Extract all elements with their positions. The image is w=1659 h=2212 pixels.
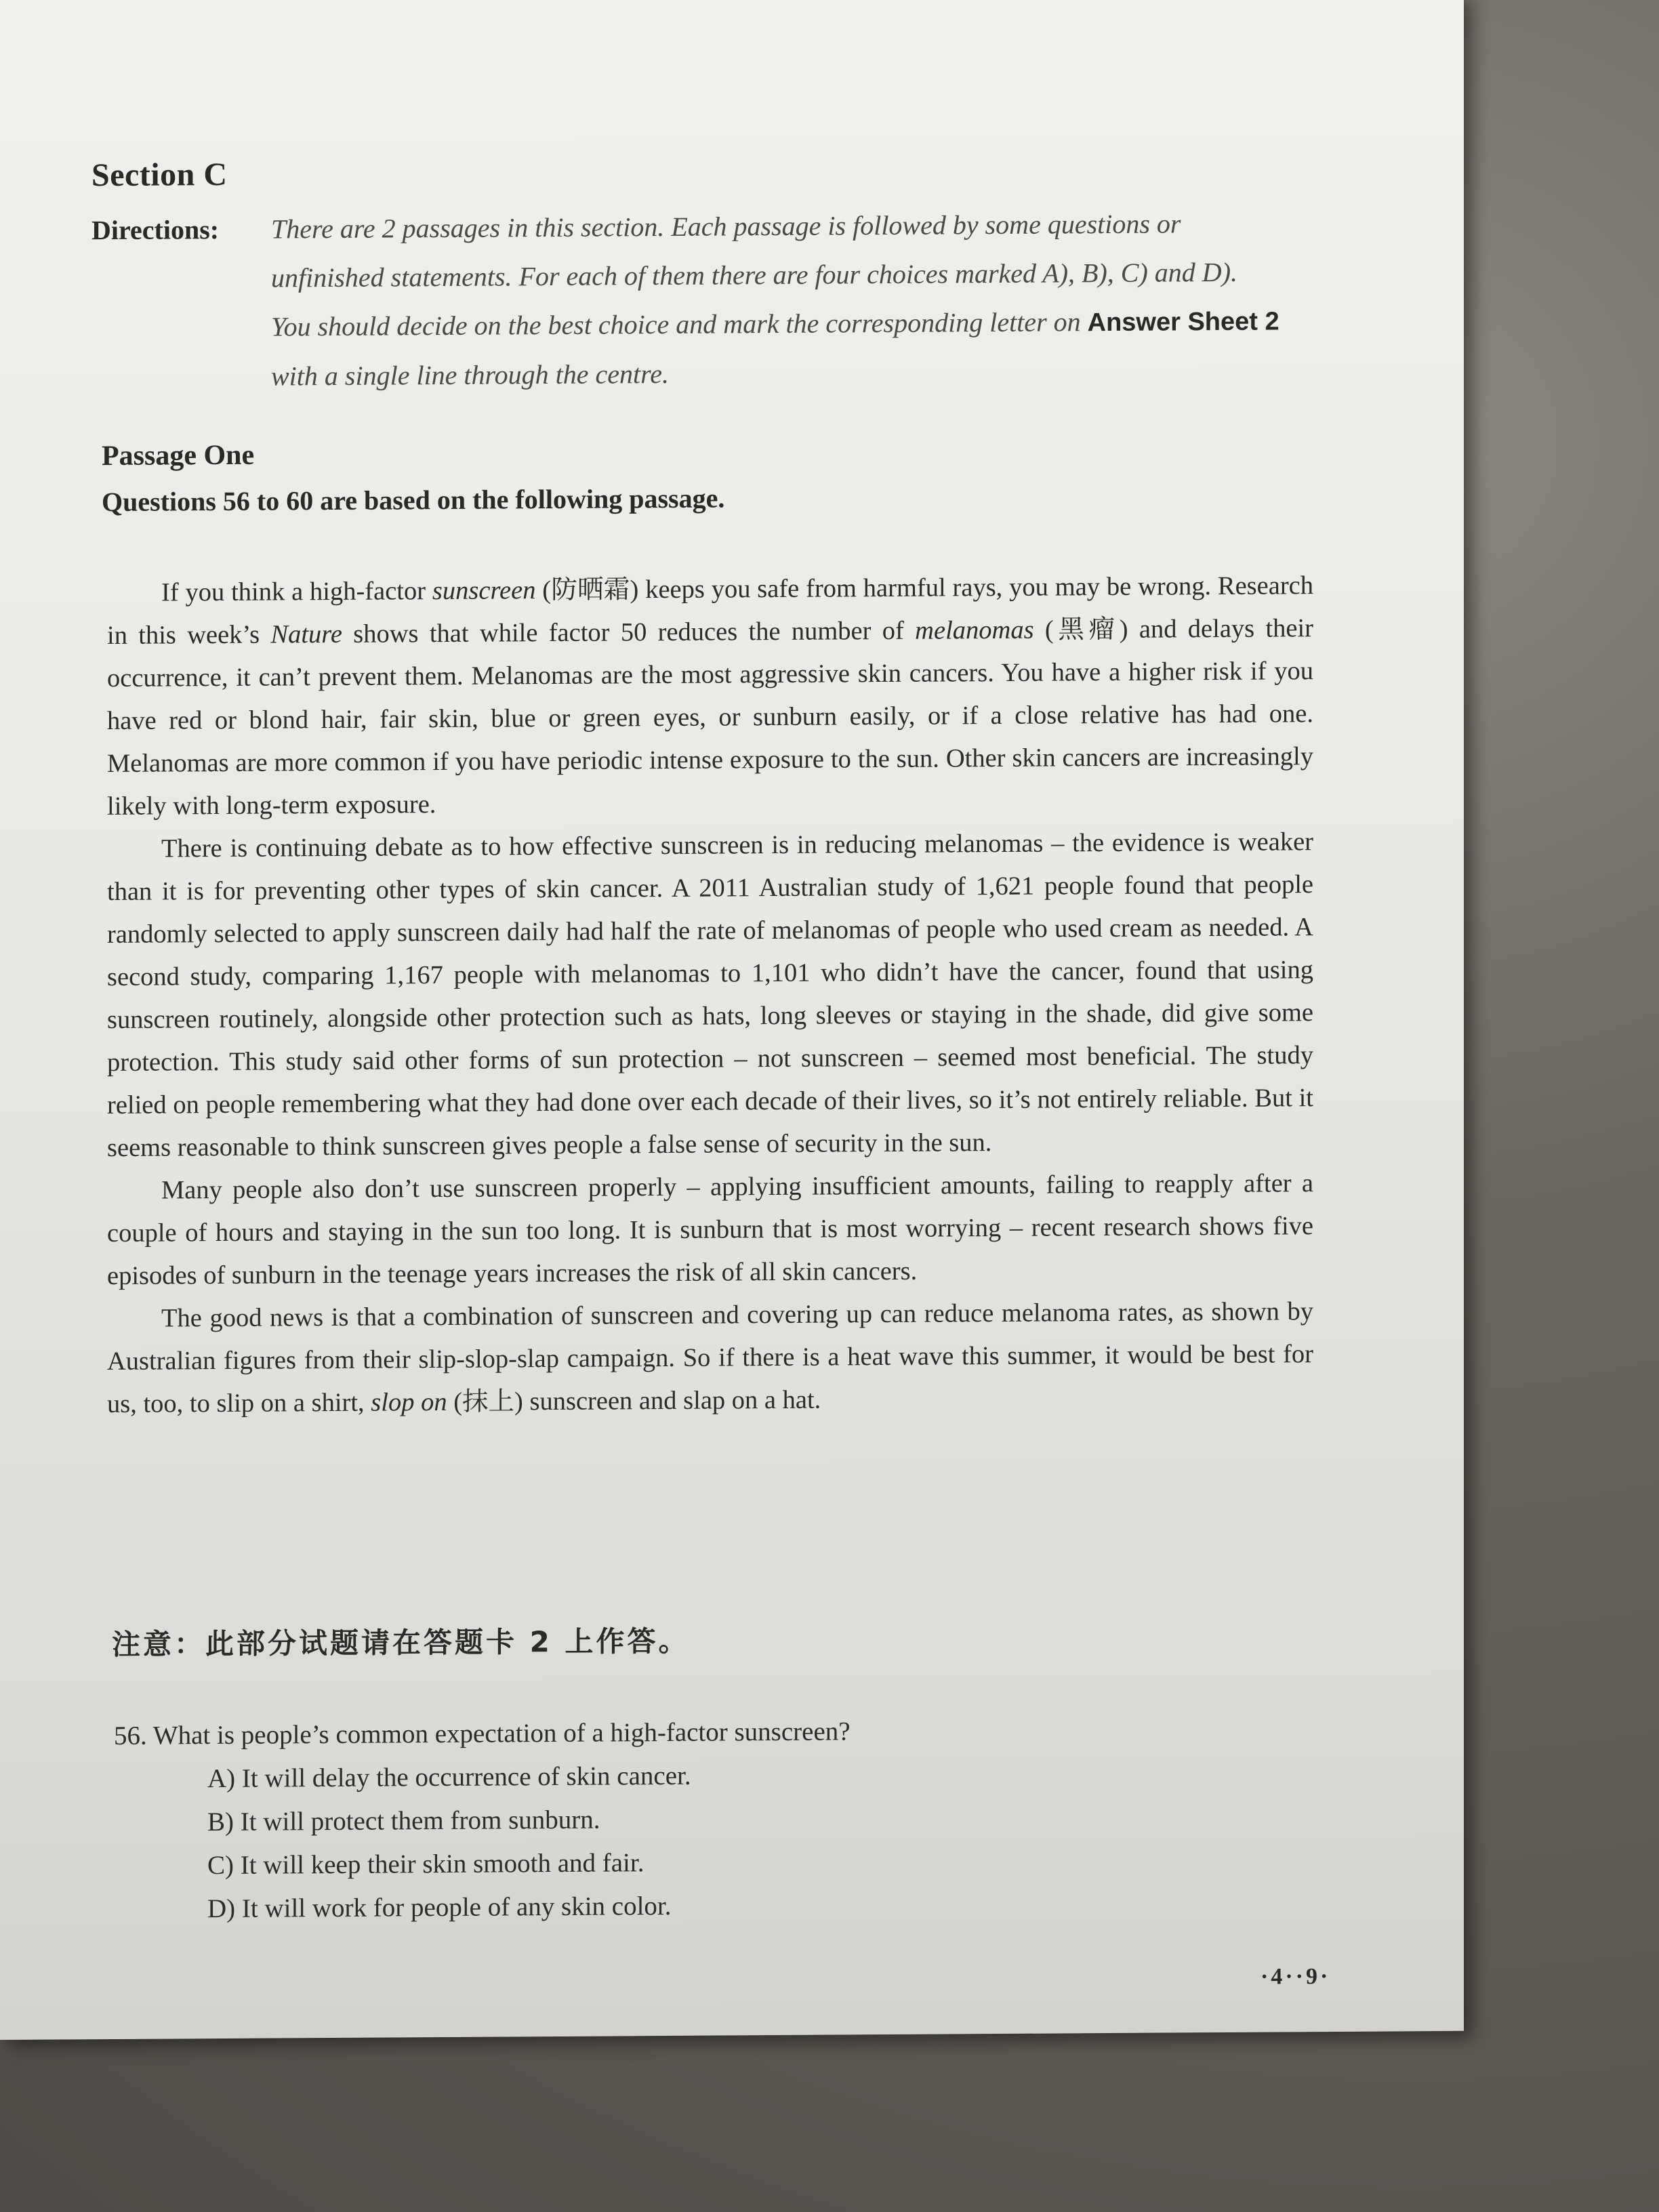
p1-text-a: If you think a high-factor [161,577,432,607]
passage-paragraph-3: Many people also don’t use sunscreen properly – applying insufficient amounts, failing to reapply after a couple of hours and staying in the sun too long. It is sunburn that is most worrying – recent research shows five episodes of sunburn in the teenage years increases the risk of all skin cancers. [107,1169,1313,1291]
section-title: Section C [91,156,228,194]
page-number: ·4··9· [1261,1964,1331,1990]
p4-text-b: (抹上) sunscreen and slap on a hat. [447,1385,821,1416]
questions-intro: Questions 56 to 60 are based on the following passage. [102,483,725,518]
directions [91,199,1298,392]
p1-text-b: (防晒霜) keeps you safe from harmful rays, you may be wrong. Research in this week’s [107,571,1314,651]
question-56-option-c: C) It will keep their skin smooth and fair. [207,1848,644,1881]
p4-term-slop-on: slop on [371,1387,447,1417]
directions-text [271,199,1281,401]
directions-text-part-1: There are 2 passages in this section. Each passage is followed by some questions or unfinished statements. For each of them there are four choices marked A), B), C) and D). You should decide on the best choice and mark the corresponding letter on [271,208,1238,342]
question-56-option-a: A) It will delay the occurrence of skin cancer. [207,1761,691,1794]
p1-term-nature: Nature [270,619,342,649]
p1-term-sunscreen: sunscreen [432,576,536,606]
directions-label: Directions: [91,214,220,246]
question-56-stem: 56. What is people’s common expectation of a high-factor sunscreen? [114,1717,851,1750]
passage-paragraph-1 [107,565,1313,828]
p1-term-melanomas: melanomas [915,615,1034,645]
answer-sheet-label: Answer Sheet 2 [1087,307,1279,337]
passage-body [107,565,1313,1426]
directions-text-part-2: with a single line through the centre. [271,358,669,392]
passage-paragraph-4 [107,1290,1313,1426]
question-56 [114,1713,1307,1938]
p1-text-c: shows that while factor 50 reduces the number of [342,616,916,649]
answer-notice: 注意：此部分试题请在答题卡 2 上作答。 [112,1624,690,1661]
question-56-option-d: D) It will work for people of any skin color. [207,1891,672,1924]
question-56-option-b: B) It will protect them from sunburn. [207,1805,600,1837]
passage-label: Passage One [102,439,255,472]
passage-paragraph-2: There is continuing debate as to how effective sunscreen is in reducing melanomas – the evidence is weaker than it is for preventing other types of skin cancer. A 2011 Australian study of 1,621 people found that people randomly selected to apply sunscreen daily had half the rate of melanomas of people who used cream as needed. A second study, comparing 1,167 people with melanomas to 1,101 who didn’t have the cancer, found that using sunscreen routinely, alongside other protection such as hats, long sleeves or staying in the shade, did give some protection. This study said other forms of sun protection – not sunscreen – seemed most beneficial. The study relied on people remembering what they had done over each decade of their lives, so it’s not entirely reliable. But it seems reasonable to think sunscreen gives people a false sense of security in the sun. [107,827,1313,1163]
p4-text-a: The good news is that a combination of sunscreen and covering up can reduce melanoma rates, as shown by Australian figures from their slip-slop-slap campaign. So if there is a heat wave this summer, it would be best for us, too, to slip on a shirt, [107,1297,1313,1419]
p1-text-d: (黑瘤) and delays their occurrence, it can’t prevent them. Melanomas are the most aggressive skin cancers. You have a higher risk if you have red or blond hair, fair skin, blue or green eyes, or sunburn easily, or if a close relative has had one. Melanomas are more common if you have periodic intense exposure to the sun. Other skin cancers are increasingly likely with long-term exposure. [107,614,1314,821]
